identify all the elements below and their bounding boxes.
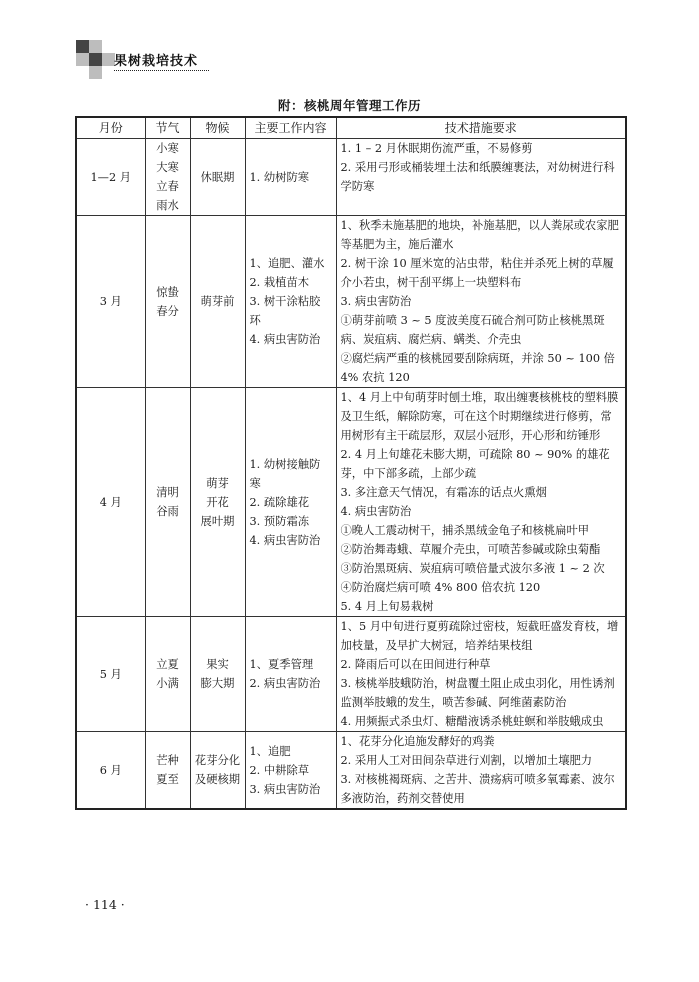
solar-term: 清明	[156, 486, 179, 499]
table-caption: 附：核桃周年管理工作历	[277, 98, 421, 113]
book-title: 果树栽培技术	[114, 54, 199, 69]
measure-item: 5. 4 月上旬易栽树	[340, 600, 434, 613]
measure-item: ④防治腐烂病可喷 4% 800 倍农抗 120	[340, 581, 541, 594]
column-header: 物候	[190, 117, 245, 139]
measure-item: 2. 采用弓形或桶装埋土法和纸膜缠裹法，对幼树进行科学防寒	[340, 161, 615, 193]
month-cell	[76, 617, 145, 732]
header-row	[76, 117, 626, 139]
work-item: 3. 预防霜冻	[249, 514, 310, 528]
work-item: 1、追肥	[249, 744, 291, 758]
solar-term: 大寒	[156, 161, 179, 174]
month-cell	[76, 139, 145, 216]
measure-item: 2. 树干涂 10 厘米宽的沾虫带，粘住并杀死上树的草履介小若虫，树干刮平绑上一块塑料布	[340, 257, 614, 289]
work-item: 4. 病虫害防治	[249, 333, 321, 346]
phenology-cell	[190, 139, 245, 216]
measure-item: 1. 1 – 2 月休眠期伤流严重，不易修剪	[340, 142, 533, 155]
month-label: 1—2 月	[90, 170, 132, 184]
column-header: 节气	[145, 117, 190, 139]
measures-cell	[336, 216, 626, 388]
solar-term-cell	[145, 216, 190, 388]
table-row	[76, 216, 626, 388]
work-item: 2. 疏除雄花	[249, 495, 310, 509]
measures-cell	[336, 139, 626, 216]
measure-item: ③防治黑斑病、炭疽病可喷倍量式波尔多液 1 ~ 2 次	[340, 562, 605, 575]
work-item: 2. 中耕除草	[249, 763, 310, 777]
month-cell	[76, 388, 145, 617]
phenology-label: 果实	[206, 658, 229, 671]
measures-cell	[336, 732, 626, 810]
solar-term-cell	[145, 732, 190, 810]
phenology-label: 休眠期	[200, 170, 235, 184]
page-number: · 114 ·	[85, 897, 125, 912]
phenology-label: 开花	[206, 495, 229, 509]
measure-item: 4. 病虫害防治	[340, 505, 412, 518]
work-item: 1、追肥、灌水	[249, 257, 325, 270]
table-row	[76, 617, 626, 732]
solar-term: 惊蛰	[156, 285, 179, 299]
solar-term: 春分	[156, 304, 179, 318]
header-decoration	[76, 40, 116, 80]
table-row	[76, 388, 626, 617]
solar-term: 夏至	[156, 773, 179, 786]
work-content-cell	[245, 139, 336, 216]
measure-item: 1、4 月上中旬萌芽时刨土堆，取出缠裹核桃枝的塑料膜及卫生纸，解除防寒，可在这个时期继续进行修剪，常用树形有主干疏层形，双层小冠形，开心形和纺锤形	[340, 391, 619, 442]
work-content-cell	[245, 388, 336, 617]
work-item: 1、夏季管理	[249, 658, 314, 671]
phenology-label: 花芽分化	[194, 754, 241, 767]
measure-item: ②防治舞毒蛾、草履介壳虫，可喷苦参碱或除虫菊酯	[340, 543, 601, 556]
measure-item: ②腐烂病严重的核桃园要刮除病斑，并涂 50 ~ 100 倍 4% 农抗 120	[340, 352, 615, 384]
phenology-label: 膨大期	[200, 677, 235, 690]
phenology-label: 萌芽	[206, 476, 229, 490]
work-content-cell	[245, 732, 336, 810]
phenology-cell	[190, 617, 245, 732]
column-header: 月份	[76, 117, 145, 139]
measure-item: 2. 降雨后可以在田间进行种草	[340, 658, 491, 671]
phenology-cell	[190, 388, 245, 617]
phenology-label: 萌芽前	[200, 295, 235, 308]
work-item: 3. 病虫害防治	[249, 782, 321, 796]
table-row	[76, 732, 626, 810]
work-item: 1. 幼树接触防寒	[249, 457, 321, 490]
work-item: 1. 幼树防寒	[249, 170, 310, 184]
measure-item: 3. 多注意天气情况，有霜冻的话点火熏烟	[340, 486, 547, 499]
measure-item: 3. 对核桃褐斑病、之苦井、溃疡病可喷多氧霉素、波尔多液防治，药剂交替使用	[340, 773, 615, 805]
walnut-annual-calendar-table	[75, 116, 627, 810]
measure-item: 3. 核桃举肢蛾防治，树盘覆土阻止成虫羽化，用性诱剂监测举肢蛾的发生，喷苦参碱、阿维菌素防治	[340, 677, 615, 709]
work-item: 3. 树干涂粘胶环	[249, 295, 321, 327]
table-row	[76, 139, 626, 216]
solar-term: 雨水	[156, 199, 179, 212]
month-label: 4 月	[99, 495, 122, 509]
solar-term-cell	[145, 139, 190, 216]
phenology-cell	[190, 732, 245, 810]
solar-term: 立春	[156, 180, 179, 193]
measure-item: 2. 4 月上旬雄花未膨大期，可疏除 80 ~ 90% 的雄花芽，中下部多疏，上部少疏	[340, 448, 610, 480]
solar-term: 小满	[156, 677, 179, 690]
phenology-label: 及硬核期	[194, 773, 241, 786]
header-rule	[114, 70, 209, 71]
measure-item: 1、花芽分化追施发酵好的鸡粪	[340, 735, 495, 748]
column-header: 主要工作内容	[245, 117, 336, 139]
measure-item: 1、5 月中旬进行夏剪疏除过密枝，短截旺盛发育枝，增加枝量，及早扩大树冠，培养结果枝组	[340, 620, 619, 652]
work-content-cell	[245, 216, 336, 388]
measure-item: 2. 采用人工对田间杂草进行刈割，以增加土壤肥力	[340, 754, 593, 767]
work-item: 2. 栽植苗木	[249, 276, 310, 289]
month-cell	[76, 732, 145, 810]
solar-term: 小寒	[156, 142, 179, 155]
solar-term-cell	[145, 617, 190, 732]
month-label: 3 月	[99, 295, 122, 308]
month-label: 5 月	[99, 667, 122, 681]
work-content-cell	[245, 617, 336, 732]
measures-cell	[336, 617, 626, 732]
work-item: 4. 病虫害防治	[249, 533, 321, 547]
month-label: 6 月	[99, 763, 122, 777]
phenology-cell	[190, 216, 245, 388]
measure-item: ①晚人工震动树干，捕杀黑绒金龟子和核桃扁叶甲	[340, 524, 590, 537]
solar-term: 谷雨	[156, 505, 179, 518]
month-cell	[76, 216, 145, 388]
measure-item: 3. 病虫害防治	[340, 295, 412, 308]
measure-item: 4. 用频振式杀虫灯、糖醋液诱杀桃蛀螟和举肢蛾成虫	[340, 715, 604, 728]
measure-item: 1、秋季未施基肥的地块，补施基肥，以人粪尿或农家肥等基肥为主，施后灌水	[340, 219, 619, 251]
work-item: 2. 病虫害防治	[249, 677, 321, 690]
solar-term-cell	[145, 388, 190, 617]
measure-item: ①萌芽前喷 3 ~ 5 度波美度石硫合剂可防止核桃黑斑病、炭疽病、腐烂病、螨类、介壳虫	[340, 314, 605, 346]
measures-cell	[336, 388, 626, 617]
solar-term: 芒种	[156, 754, 179, 767]
column-header: 技术措施要求	[336, 117, 626, 139]
phenology-label: 展叶期	[200, 514, 235, 528]
solar-term: 立夏	[156, 658, 179, 671]
